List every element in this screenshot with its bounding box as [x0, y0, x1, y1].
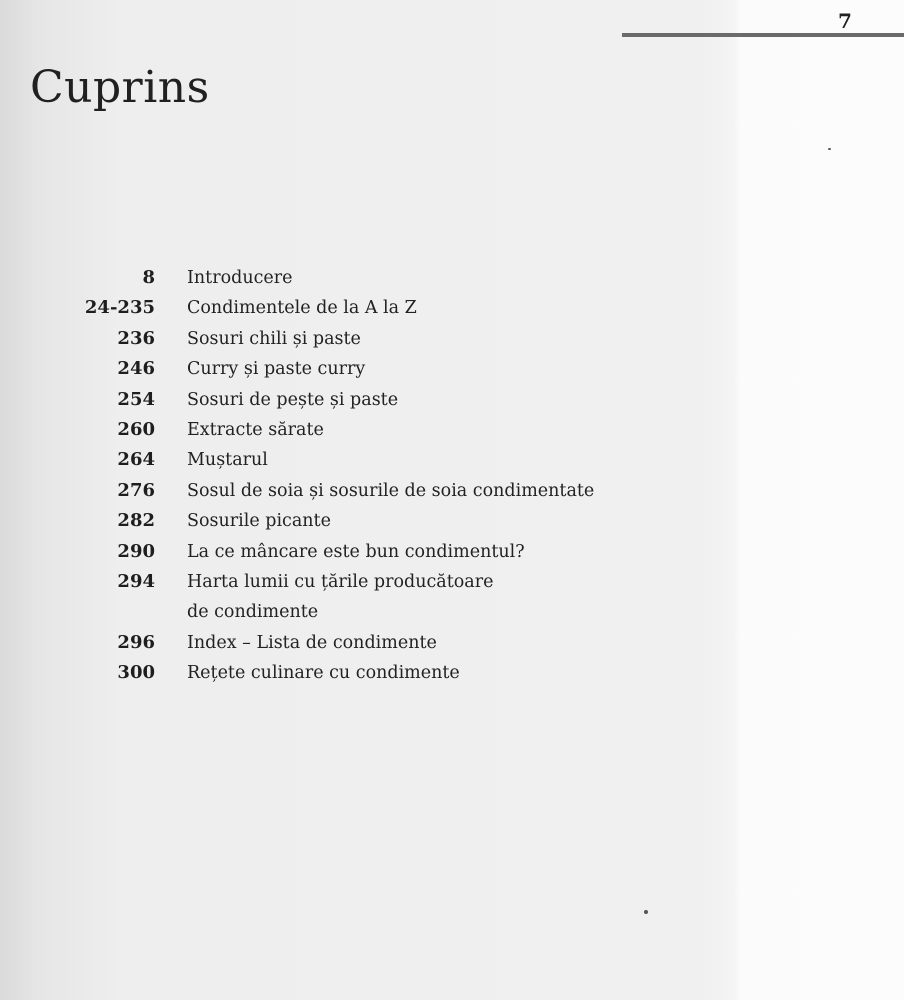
toc-entry-line: Curry și paste curry — [187, 359, 366, 380]
toc-entry-title — [187, 445, 268, 475]
toc-page-number: 296 — [117, 631, 155, 653]
toc-page-number: 294 — [117, 571, 155, 593]
toc-entry — [60, 445, 680, 475]
toc-entry-title — [187, 567, 493, 628]
toc-entry — [60, 415, 680, 445]
toc-entry-line: Extracte sărate — [187, 420, 324, 441]
table-of-contents — [60, 263, 680, 689]
toc-entry-title — [187, 537, 525, 567]
toc-page-number: 260 — [117, 419, 155, 441]
toc-entry — [60, 324, 680, 354]
toc-page-number: 290 — [117, 540, 155, 562]
toc-entry-line: Sosul de soia și sosurile de soia condimentate — [187, 480, 595, 501]
toc-entry-line: Sosuri de pește și paste — [187, 389, 399, 410]
toc-entry-line: Introducere — [187, 268, 293, 288]
toc-entry — [60, 628, 680, 658]
toc-page-number: 254 — [117, 388, 155, 410]
toc-entry-title — [187, 658, 460, 688]
toc-entry — [60, 354, 680, 384]
toc-page-number: 282 — [117, 510, 155, 532]
scan-speck — [828, 148, 831, 150]
toc-entry-line: Sosuri chili și paste — [187, 328, 361, 349]
toc-entry-title — [187, 324, 361, 354]
toc-entry-title — [187, 263, 292, 293]
toc-page-number: 264 — [117, 449, 155, 471]
toc-page-number: 246 — [117, 358, 155, 380]
toc-entry-title — [187, 628, 437, 658]
toc-entry-line: Rețete culinare cu condimente — [187, 663, 460, 684]
page-title: Cuprins — [30, 62, 210, 113]
toc-entry-title — [187, 506, 331, 536]
toc-entry-title — [187, 293, 417, 323]
toc-page-number: 8 — [142, 267, 155, 288]
toc-entry-title — [187, 385, 398, 415]
toc-entry-line: de condimente — [187, 602, 319, 623]
header-rule — [622, 33, 904, 37]
toc-entry — [60, 506, 680, 536]
page-number: 7 — [838, 9, 852, 33]
toc-entry-line: Condimentele de la A la Z — [187, 298, 417, 319]
toc-entry-line: Harta lumii cu țările producătoare — [187, 572, 494, 593]
toc-entry-line: Index – Lista de condimente — [187, 632, 437, 653]
toc-entry — [60, 658, 680, 688]
toc-entry-title — [187, 476, 594, 506]
toc-entry-line: Muștarul — [187, 450, 268, 471]
toc-entry — [60, 476, 680, 506]
scan-speck — [644, 910, 648, 914]
toc-page-number: 300 — [117, 662, 155, 684]
toc-entry — [60, 567, 680, 628]
toc-entry — [60, 385, 680, 415]
toc-entry — [60, 293, 680, 323]
toc-entry — [60, 537, 680, 567]
toc-page-number: 24-235 — [84, 297, 155, 319]
toc-entry-title — [187, 415, 324, 445]
toc-page-number: 236 — [117, 327, 155, 349]
toc-entry-line: La ce mâncare este bun condimentul? — [187, 541, 525, 562]
toc-page-number: 276 — [117, 479, 155, 501]
toc-entry-line: Sosurile picante — [187, 511, 331, 532]
toc-entry-title — [187, 354, 365, 384]
toc-entry — [60, 263, 680, 293]
